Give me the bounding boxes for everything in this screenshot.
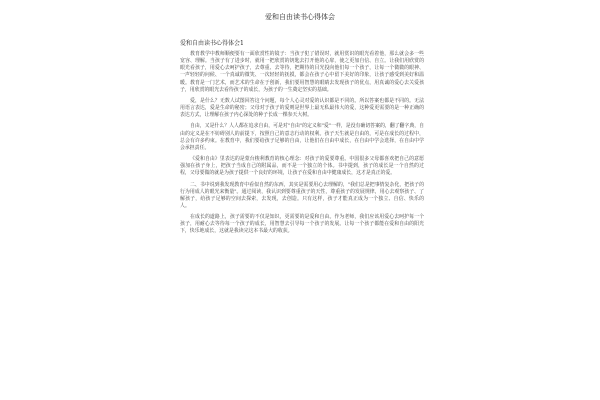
document-title: 爱和自由读书心得体会 <box>265 13 335 21</box>
document-subtitle: 爱和自由读书心得体会1 <box>180 40 244 47</box>
paragraph: 《爱和自由》里表达的是蒙台梭利教育的核心理念：对孩子的爱要尊重。中国很多父母都喜欢把自己的意愿强加在孩子身上，把孩子当成自己的附属品，而不是一个独立的个体。书中提到，孩子的成长是一个自然的过程，父母要做的就是为孩子提供一个良好的环境，让孩子在爱和自由中健康成长，这才是真正的爱。 <box>180 156 424 177</box>
paragraph: 爱，是什么？无数人试图回答这个问题，每个人心灵对爱的认识都是不同的。所以答案也都是不同的。无法用语言表达，爱是生命的秘密；父母对于孩子的爱则是世界上最无私最伟大的爱，这种爱更需要的是一种正确的表达方式，让理解在孩子内心深处的种子长成一棵参天大树。 <box>180 97 424 119</box>
document-body <box>180 51 424 240</box>
paragraph: 教育教学中教师顺便要有一面欣赏性的镜子：当孩子犯了错误时，就用赏识的眼光看着他，那么就会多一些宽容、理解。当孩子有了进步时，就用一把欣赏的钥匙去打开他的心扉，使之更加自信、自立。让我们用欣赏的眼光看孩子，用爱心去呵护孩子，去尊重、去等待，把期待的目光投向他们每一个孩子，让每一个微微的眼神、一声轻轻的问候、一个真诚的微笑、一次轻轻的抚摸，都会在孩子心中留下美好的印象，让孩子感受到美好和温暖。教育是一门艺术，而艺术的生命在于创新，我们要用智慧的眼睛去发现孩子的优点，用真诚的爱心去关爱孩子，用欣赏的眼光去看待孩子的成长，为孩子的一生奠定坚实的基础。 <box>180 51 424 93</box>
paragraph: 自由，又是什么？人人都在追求自由，可是对"自由"的定义和"爱"一样，是没有确切答案的，翻了翻字典，自由的定义是在不妨碍别人的前提下，按照自己的意志行动的权利。孩子天生就是自由的，可是在成长的过程中，总会有许多约束。在教育中，我们要给孩子足够的自由，让他们在自由中成长，在自由中学会选择，在自由中学会承担责任。 <box>180 123 424 151</box>
paragraph: 在成长的道路上，孩子需要的不仅是知识，更需要的是爱和自由。作为老师，我们应该用爱心去呵护每一个孩子，用耐心去等待每一个孩子的成长，用智慧去引导每一个孩子的发展。让每一个孩子都能在爱和自由的阳光下，快乐地成长，这就是我读完这本书最大的收获。 <box>180 214 424 235</box>
paragraph: 二、书中说到我发现教育中看似自然的东西，其实是需要用心去理解的，"我们总是把事情复杂化，把孩子的行为用成人的眼光来衡量"。通过阅读，我认识到要尊重孩子的天性，尊重孩子的发展规律，用心去观察孩子、了解孩子，给孩子足够的空间去探索，去发现，去创造。只有这样，孩子才能真正成为一个独立、自信、快乐的人。 <box>180 181 424 209</box>
